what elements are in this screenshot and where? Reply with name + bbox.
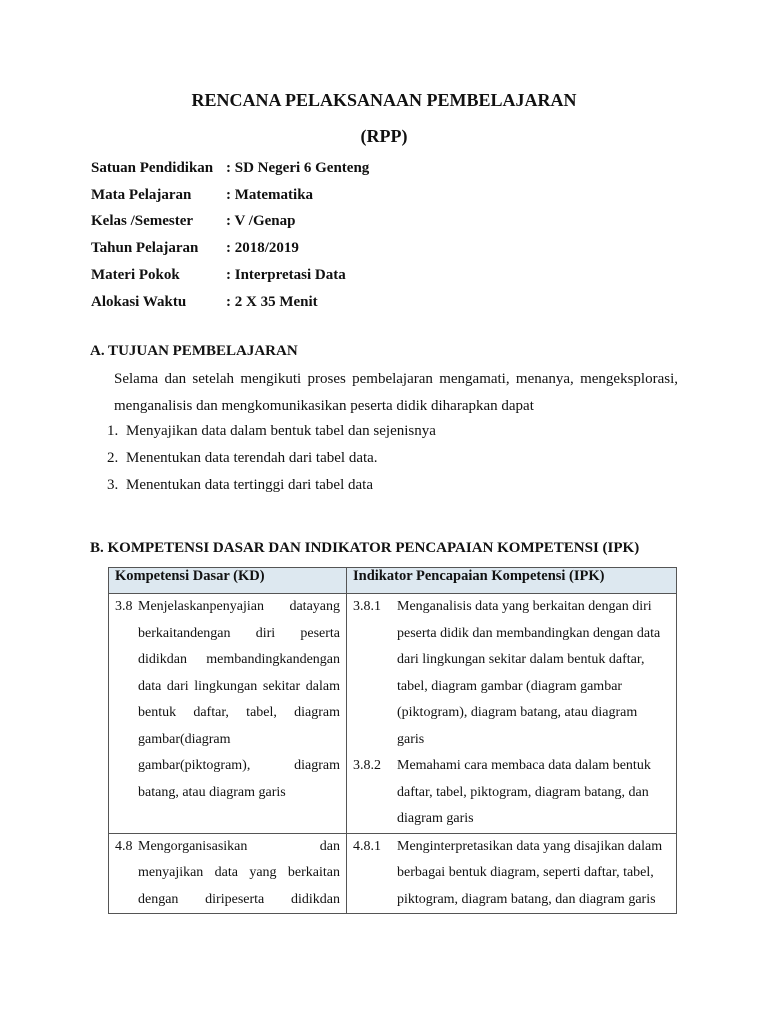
meta-row-mata-pelajaran — [91, 182, 369, 209]
ipk-line: berbagai bentuk diagram, seperti daftar, tabel, — [397, 865, 654, 880]
kd-line: gambar(piktogram), diagram — [138, 758, 340, 773]
meta-value: : V /Genap — [226, 213, 296, 230]
meta-value: : 2018/2019 — [226, 240, 299, 257]
ipk-line: garis — [397, 731, 425, 747]
kd-line: gambar(diagram — [138, 731, 231, 747]
kd-line: batang, atau diagram garis — [138, 784, 286, 800]
meta-label: Alokasi Waktu — [91, 293, 187, 310]
list-text: Menyajikan data dalam bentuk tabel dan sejenisnya — [126, 423, 436, 439]
ipk-item — [353, 594, 670, 753]
list-text: Menentukan data tertinggi dari tabel data — [126, 477, 373, 493]
competency-table — [108, 567, 677, 914]
kd-cell — [109, 594, 347, 834]
kd-line: Menjelaskanpenyajian datayang — [138, 599, 340, 614]
kd-line: bentuk daftar, tabel, diagram — [138, 705, 340, 720]
section-a-heading: A. TUJUAN PEMBELAJARAN — [90, 343, 298, 359]
ipk-number: 3.8.1 — [353, 599, 381, 614]
ipk-cell — [347, 833, 677, 914]
ipk-cell — [347, 594, 677, 834]
meta-row-alokasi-waktu — [91, 289, 369, 316]
ipk-line: Menginterpretasikan data yang disajikan dalam — [397, 838, 663, 854]
kd-number: 3.8 — [115, 599, 133, 614]
meta-label: Materi Pokok — [91, 267, 180, 284]
meta-row-satuan-pendidikan — [91, 155, 369, 182]
list-text: Menentukan data terendah dari tabel data. — [126, 450, 378, 466]
meta-value: : Matematika — [226, 186, 314, 203]
list-item — [107, 445, 436, 472]
meta-row-kelas-semester — [91, 209, 369, 236]
ipk-number: 3.8.2 — [353, 758, 381, 773]
list-item — [107, 472, 436, 499]
ipk-line: daftar, tabel, piktogram, diagram batang, dan — [397, 784, 649, 800]
ipk-item — [353, 753, 670, 833]
column-header-kd: Kompetensi Dasar (KD) — [109, 568, 347, 594]
kd-line: Mengorganisasikan dan — [138, 838, 340, 854]
column-header-ipk: Indikator Pencapaian Kompetensi (IPK) — [347, 568, 677, 594]
ipk-number: 4.8.1 — [353, 838, 381, 854]
list-item — [107, 418, 436, 445]
kd-line: data dari lingkungan sekitar dalam — [138, 678, 340, 694]
ipk-line: Menganalisis data yang berkaitan dengan diri — [397, 599, 652, 614]
meta-value: : 2 X 35 Menit — [226, 293, 318, 310]
section-a-intro — [114, 366, 678, 419]
kd-line: menyajikan data yang berkaitan — [138, 865, 340, 880]
kd-text — [138, 834, 340, 914]
intro-line: Selama dan setelah mengikuti proses pembelajaran mengamati, menanya, mengeksplorasi, — [114, 371, 678, 387]
table-header-row — [109, 568, 677, 594]
list-number: 3. — [107, 477, 119, 493]
table-row — [109, 594, 677, 834]
meta-label: Mata Pelajaran — [91, 186, 192, 203]
identity-block — [91, 155, 369, 316]
ipk-line: Memahami cara membaca data dalam bentuk — [397, 758, 651, 773]
ipk-line: diagram garis — [397, 811, 474, 826]
document-title: RENCANA PELAKSANAAN PEMBELAJARAN — [191, 90, 577, 110]
ipk-line: peserta didik dan membandingkan dengan data — [397, 625, 661, 641]
meta-row-tahun-pelajaran — [91, 235, 369, 262]
kd-number: 4.8 — [115, 838, 133, 854]
kd-cell — [109, 833, 347, 914]
document-subtitle: (RPP) — [360, 126, 408, 146]
meta-value: : SD Negeri 6 Genteng — [226, 159, 370, 176]
meta-label: Kelas /Semester — [91, 213, 194, 230]
ipk-text — [397, 834, 670, 914]
ipk-text — [397, 753, 670, 833]
meta-value: : Interpretasi Data — [226, 267, 346, 284]
ipk-line: dari lingkungan sekitar dalam bentuk daftar, — [397, 652, 645, 667]
ipk-line: piktogram, diagram batang, dan diagram garis — [397, 891, 656, 907]
ipk-line: (piktogram), diagram batang, atau diagram — [397, 705, 638, 720]
kd-line: dengan diripeserta didikdan — [138, 891, 340, 907]
intro-line: menganalisis dan mengkomunikasikan peserta didik diharapkan dapat — [114, 397, 534, 414]
list-number: 2. — [107, 450, 119, 466]
section-b-heading: B. KOMPETENSI DASAR DAN INDIKATOR PENCAPAIAN KOMPETENSI (IPK) — [90, 540, 640, 556]
table-row — [109, 833, 677, 914]
kd-text — [138, 594, 340, 806]
kd-line: didikdan membandingkandengan — [138, 652, 340, 667]
meta-label: Tahun Pelajaran — [91, 240, 199, 257]
ipk-line: tabel, diagram gambar (diagram gambar — [397, 678, 623, 694]
list-number: 1. — [107, 423, 119, 439]
meta-row-materi-pokok — [91, 262, 369, 289]
kd-line: berkaitandengan diri peserta — [138, 625, 340, 641]
meta-label: Satuan Pendidikan — [91, 159, 214, 176]
objectives-list — [107, 418, 436, 499]
ipk-text — [397, 594, 670, 753]
ipk-item — [353, 834, 670, 914]
